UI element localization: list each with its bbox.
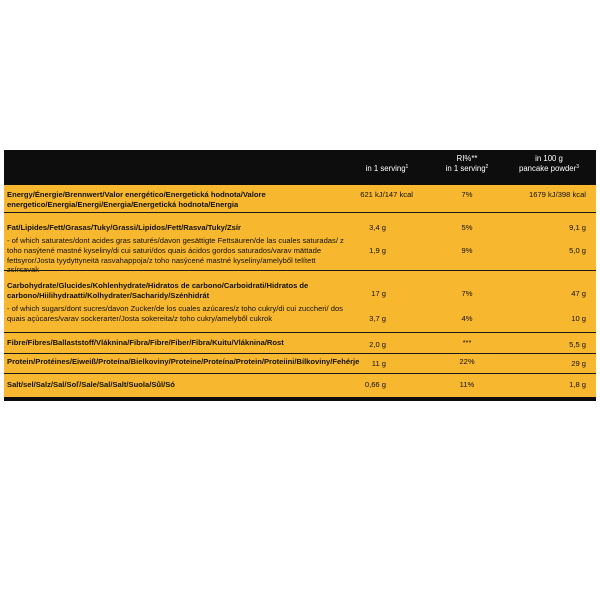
sugars-ri: 4% <box>461 314 473 323</box>
fibre-ri: *** <box>462 338 472 347</box>
header-per-serving: in 1 serving$^1$ <box>365 164 409 173</box>
header-per-100g: in 100 g pancake powder$^3$ <box>519 154 579 173</box>
fat-ri: 5% <box>461 223 473 232</box>
saturates-per-100g: 5,0 g <box>569 246 586 255</box>
energy-per-100g: 1679 kJ/398 kcal <box>529 190 586 199</box>
row-label-carbohydrate: Carbohydrate/Glucides/Kohlenhydrate/Hidratos de carbono/Carboidrati/Hidratos de carbono/Hiilihydraatti/Kolhydrater/Sacharidy/Szénhidrát <box>7 281 309 300</box>
energy-per-serving: 621 kJ/147 kcal <box>360 190 413 199</box>
sugars-per-serving: 3,7 g <box>369 314 386 323</box>
energy-ri: 7% <box>461 190 473 199</box>
protein-per-100g: 29 g <box>571 359 586 368</box>
protein-ri: 22% <box>459 357 475 366</box>
nutrition-table <box>4 150 596 401</box>
row-label-saturates: - of which saturates/dont acides gras saturés/davon gesättigte Fettsäuren/de las cuales saturadas/ z toho nasýtené mastné kyseliny/di cui saturi/dos quais ácidos gordos saturados/varav mättade fettsyror/Josta tyydyttyneitä rasvahappoja/z toho nasýcené mastné kyseliny/amelyből telített <box>7 236 344 265</box>
fibre-per-100g: 5,5 g <box>569 340 586 349</box>
carbs-per-serving: 17 g <box>371 289 386 298</box>
row-label-sugars: - of which sugars/dont sucres/davon Zucker/de los cuales azúcares/z toho cukry/di cui zuccheri/ dos quais açúcares/varav sockerarter/Josta sokereita/z toho cukry/amelyből cukrok <box>7 304 343 323</box>
row-label-protein: Protein/Protéines/Eiweiß/Proteína/Bielkoviny/Proteine/Proteína/Protein/Proteiini/Bílkoviny/Fehérje <box>7 357 360 366</box>
table-header <box>4 150 596 185</box>
row-label-salt: Salt/sel/Salz/Sal/Soľ/Sale/Sal/Salt/Suola/Sůl/Só <box>7 380 175 389</box>
fat-per-100g: 9,1 g <box>569 223 586 232</box>
row-label-fat: Fat/Lipides/Fett/Grasas/Tuky/Grassi/Lipidos/Fett/Rasva/Tuky/Zsír <box>7 223 241 232</box>
fibre-per-serving: 2,0 g <box>369 340 386 349</box>
table-bottom-border <box>4 397 596 401</box>
row-divider <box>4 212 596 213</box>
carbs-ri: 7% <box>461 289 473 298</box>
row-divider <box>4 353 596 354</box>
header-ri-percent: RI%** in 1 serving$^2$ <box>445 154 489 173</box>
salt-per-100g: 1,8 g <box>569 380 586 389</box>
row-label-energy: Energy/Énergie/Brennwert/Valor energético/Energetická hodnota/Valore energetico/Energia/Energi/Energia/Energetická hodnota/Energia <box>7 190 266 209</box>
protein-per-serving: 11 g <box>371 359 386 368</box>
salt-ri: 11% <box>459 380 475 389</box>
row-divider <box>4 332 596 333</box>
fat-per-serving: 3,4 g <box>369 223 386 232</box>
sugars-per-100g: 10 g <box>571 314 586 323</box>
row-label-fibre: Fibre/Fibres/Ballaststoff/Vláknina/Fibra/Fibre/Fiber/Fibra/Kuitu/Vláknina/Rost <box>7 338 284 347</box>
carbs-per-100g: 47 g <box>571 289 586 298</box>
saturates-per-serving: 1,9 g <box>369 246 386 255</box>
salt-per-serving: 0,66 g <box>364 380 386 389</box>
row-divider <box>4 270 596 271</box>
row-divider <box>4 373 596 374</box>
saturates-ri: 9% <box>461 246 473 255</box>
